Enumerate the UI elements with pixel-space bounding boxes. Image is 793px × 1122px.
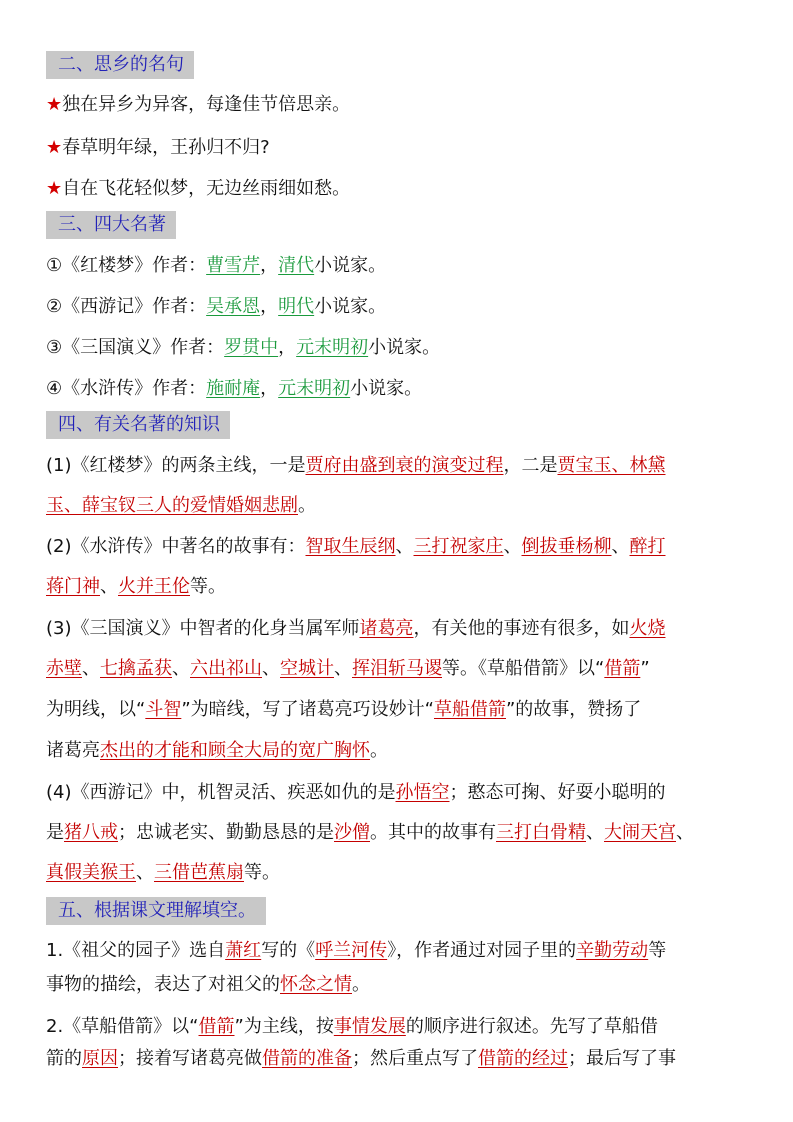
book-label: ①《红楼梦》作者： <box>46 255 207 276</box>
text: 1.《祖父的园子》选自 <box>46 940 226 961</box>
text: ；忠诚老实、勤勤恳恳的是 <box>118 822 334 843</box>
text: 等。 <box>190 576 226 597</box>
answer: 沙僧 <box>334 822 370 843</box>
paragraph-line <box>46 1015 753 1039</box>
paragraph-line <box>46 781 753 805</box>
answer: 六出祁山 <box>190 658 262 679</box>
text: (4)《西游记》中，机智灵活、疾恶如仇的是 <box>46 782 396 803</box>
separator: 、 <box>611 536 630 557</box>
answer: 三借芭蕉扇 <box>154 862 244 883</box>
text: (3)《三国演义》中智者的化身当属军师 <box>46 618 360 639</box>
text: 诸葛亮 <box>46 740 100 761</box>
book-tail: 小说家。 <box>314 255 387 276</box>
text: 事物的描绘，表达了对祖父的 <box>46 974 280 995</box>
separator: 、 <box>334 658 352 679</box>
star-icon: ★ <box>46 178 63 199</box>
answer: 空城计 <box>280 658 334 679</box>
answer: 杰出的才能和顾全大局的宽广胸怀 <box>100 740 370 761</box>
book-tail: 小说家。 <box>314 296 387 317</box>
answer: 辛勤劳动 <box>576 940 649 961</box>
text: 等。《草船借箭》以“ <box>442 658 605 679</box>
text: ，二是 <box>503 455 558 476</box>
answer: 挥泪斩马谡 <box>352 658 442 679</box>
author-answer: 施耐庵 <box>206 378 261 399</box>
paragraph-line <box>46 861 753 885</box>
answer: 三打祝家庄 <box>413 536 504 557</box>
book-line-3 <box>46 336 753 360</box>
quote-line-2 <box>46 136 753 160</box>
text: ；然后重点写了 <box>352 1048 478 1069</box>
answer: 斗智 <box>145 699 182 720</box>
answer: 原因 <box>82 1048 118 1069</box>
section-heading-2: 二、思乡的名句 <box>46 51 194 79</box>
text: 2.《草船借箭》以“ <box>46 1016 199 1037</box>
separator: 、 <box>172 658 190 679</box>
quote-text: 自在飞花轻似梦，无边丝雨细如愁。 <box>62 178 351 199</box>
book-label: ④《水浒传》作者： <box>46 378 207 399</box>
star-icon: ★ <box>46 137 63 158</box>
answer: 怀念之情 <box>280 974 352 995</box>
author-answer: 罗贯中 <box>224 337 279 358</box>
book-line-4 <box>46 377 753 401</box>
text: 箭的 <box>46 1048 82 1069</box>
separator: 、 <box>82 658 100 679</box>
text: (2)《水浒传》中著名的故事有： <box>46 536 306 557</box>
text: ”的故事，赞扬了 <box>505 699 642 720</box>
text: 。 <box>298 495 316 516</box>
text: ；憨态可掬、好耍小聪明的 <box>449 782 666 803</box>
paragraph-line <box>46 698 753 722</box>
book-tail: 小说家。 <box>350 378 423 399</box>
paragraph-line <box>46 939 753 963</box>
answer: 醉打 <box>629 536 666 557</box>
text: 等。 <box>244 862 280 883</box>
paragraph-line <box>46 535 753 559</box>
book-label: ②《西游记》作者： <box>46 296 207 317</box>
answer: 智取生辰纲 <box>305 536 396 557</box>
paragraph-line <box>46 494 753 518</box>
separator: 、 <box>586 822 604 843</box>
answer: 贾宝玉、林黛 <box>557 455 666 476</box>
answer: 事情发展 <box>333 1016 406 1037</box>
answer: 火并王伦 <box>118 576 190 597</box>
paragraph-line <box>46 617 753 641</box>
answer: 贾府由盛到衰的演变过程 <box>305 455 504 476</box>
text: ；接着写诸葛亮做 <box>118 1048 262 1069</box>
paragraph-line <box>46 739 753 763</box>
text: 为明线，以“ <box>46 699 146 720</box>
answer: 草船借箭 <box>433 699 506 720</box>
separator: ， <box>260 296 279 317</box>
quote-text: 独在异乡为异客，每逢佳节倍思亲。 <box>62 94 351 115</box>
text: 等 <box>648 940 667 961</box>
text: ，有关他的事迹有很多，如 <box>413 618 630 639</box>
answer: 火烧 <box>629 618 666 639</box>
author-answer: 吴承恩 <box>206 296 261 317</box>
answer: 诸葛亮 <box>359 618 414 639</box>
book-line-2 <box>46 295 753 319</box>
era-answer: 明代 <box>278 296 315 317</box>
paragraph-line <box>46 1047 753 1071</box>
paragraph-line <box>46 973 753 997</box>
answer: 赤壁 <box>46 658 82 679</box>
book-tail: 小说家。 <box>368 337 441 358</box>
text: 。 <box>370 740 388 761</box>
text: 》，作者通过对园子里的 <box>387 940 577 961</box>
quote-line-1 <box>46 93 753 117</box>
section-heading-3: 三、四大名著 <box>46 211 176 239</box>
answer: 借箭 <box>604 658 641 679</box>
text: ”为主线，按 <box>234 1016 334 1037</box>
era-answer: 元末明初 <box>278 378 351 399</box>
paragraph-line <box>46 657 753 681</box>
answer: 倒拔垂杨柳 <box>521 536 612 557</box>
answer: 蒋门神 <box>46 576 100 597</box>
answer: 孙悟空 <box>395 782 450 803</box>
separator: 、 <box>503 536 522 557</box>
separator: 、 <box>136 862 154 883</box>
star-icon: ★ <box>46 94 63 115</box>
text: 。其中的故事有 <box>370 822 496 843</box>
text: 写的《 <box>261 940 316 961</box>
text: (1)《红楼梦》的两条主线，一是 <box>46 455 306 476</box>
separator: 、 <box>100 576 118 597</box>
text: 。 <box>352 974 370 995</box>
quote-text: 春草明年绿，王孙归不归? <box>62 137 270 158</box>
answer: 玉、薛宝钗三人的爱情婚姻悲剧 <box>46 495 298 516</box>
answer: 七擒孟获 <box>100 658 172 679</box>
section-heading-5: 五、根据课文理解填空。 <box>46 897 266 925</box>
answer: 萧红 <box>225 940 262 961</box>
separator: 、 <box>395 536 414 557</box>
era-answer: 元末明初 <box>296 337 369 358</box>
text: ；最后写了事 <box>568 1048 676 1069</box>
answer: 借箭的经过 <box>478 1048 568 1069</box>
separator: ， <box>260 378 279 399</box>
section-heading-4: 四、有关名著的知识 <box>46 411 230 439</box>
separator: ， <box>260 255 279 276</box>
answer: 借箭的准备 <box>262 1048 352 1069</box>
answer: 猪八戒 <box>64 822 118 843</box>
quote-line-3 <box>46 177 753 201</box>
text: ”为暗线，写了诸葛亮巧设妙计“ <box>181 699 434 720</box>
answer: 呼兰河传 <box>315 940 388 961</box>
separator: 、 <box>262 658 280 679</box>
separator: 、 <box>676 822 694 843</box>
era-answer: 清代 <box>278 255 315 276</box>
paragraph-line <box>46 821 753 845</box>
answer: 大闹天宫 <box>604 822 676 843</box>
text: 是 <box>46 822 64 843</box>
answer: 真假美猴王 <box>46 862 136 883</box>
text: ” <box>640 658 650 679</box>
author-answer: 曹雪芹 <box>206 255 261 276</box>
book-label: ③《三国演义》作者： <box>46 337 225 358</box>
answer: 借箭 <box>198 1016 235 1037</box>
paragraph-line <box>46 575 753 599</box>
paragraph-line <box>46 454 753 478</box>
book-line-1 <box>46 254 753 278</box>
text: 的顺序进行叙述。先写了草船借 <box>405 1016 658 1037</box>
separator: ， <box>278 337 297 358</box>
answer: 三打白骨精 <box>496 822 586 843</box>
